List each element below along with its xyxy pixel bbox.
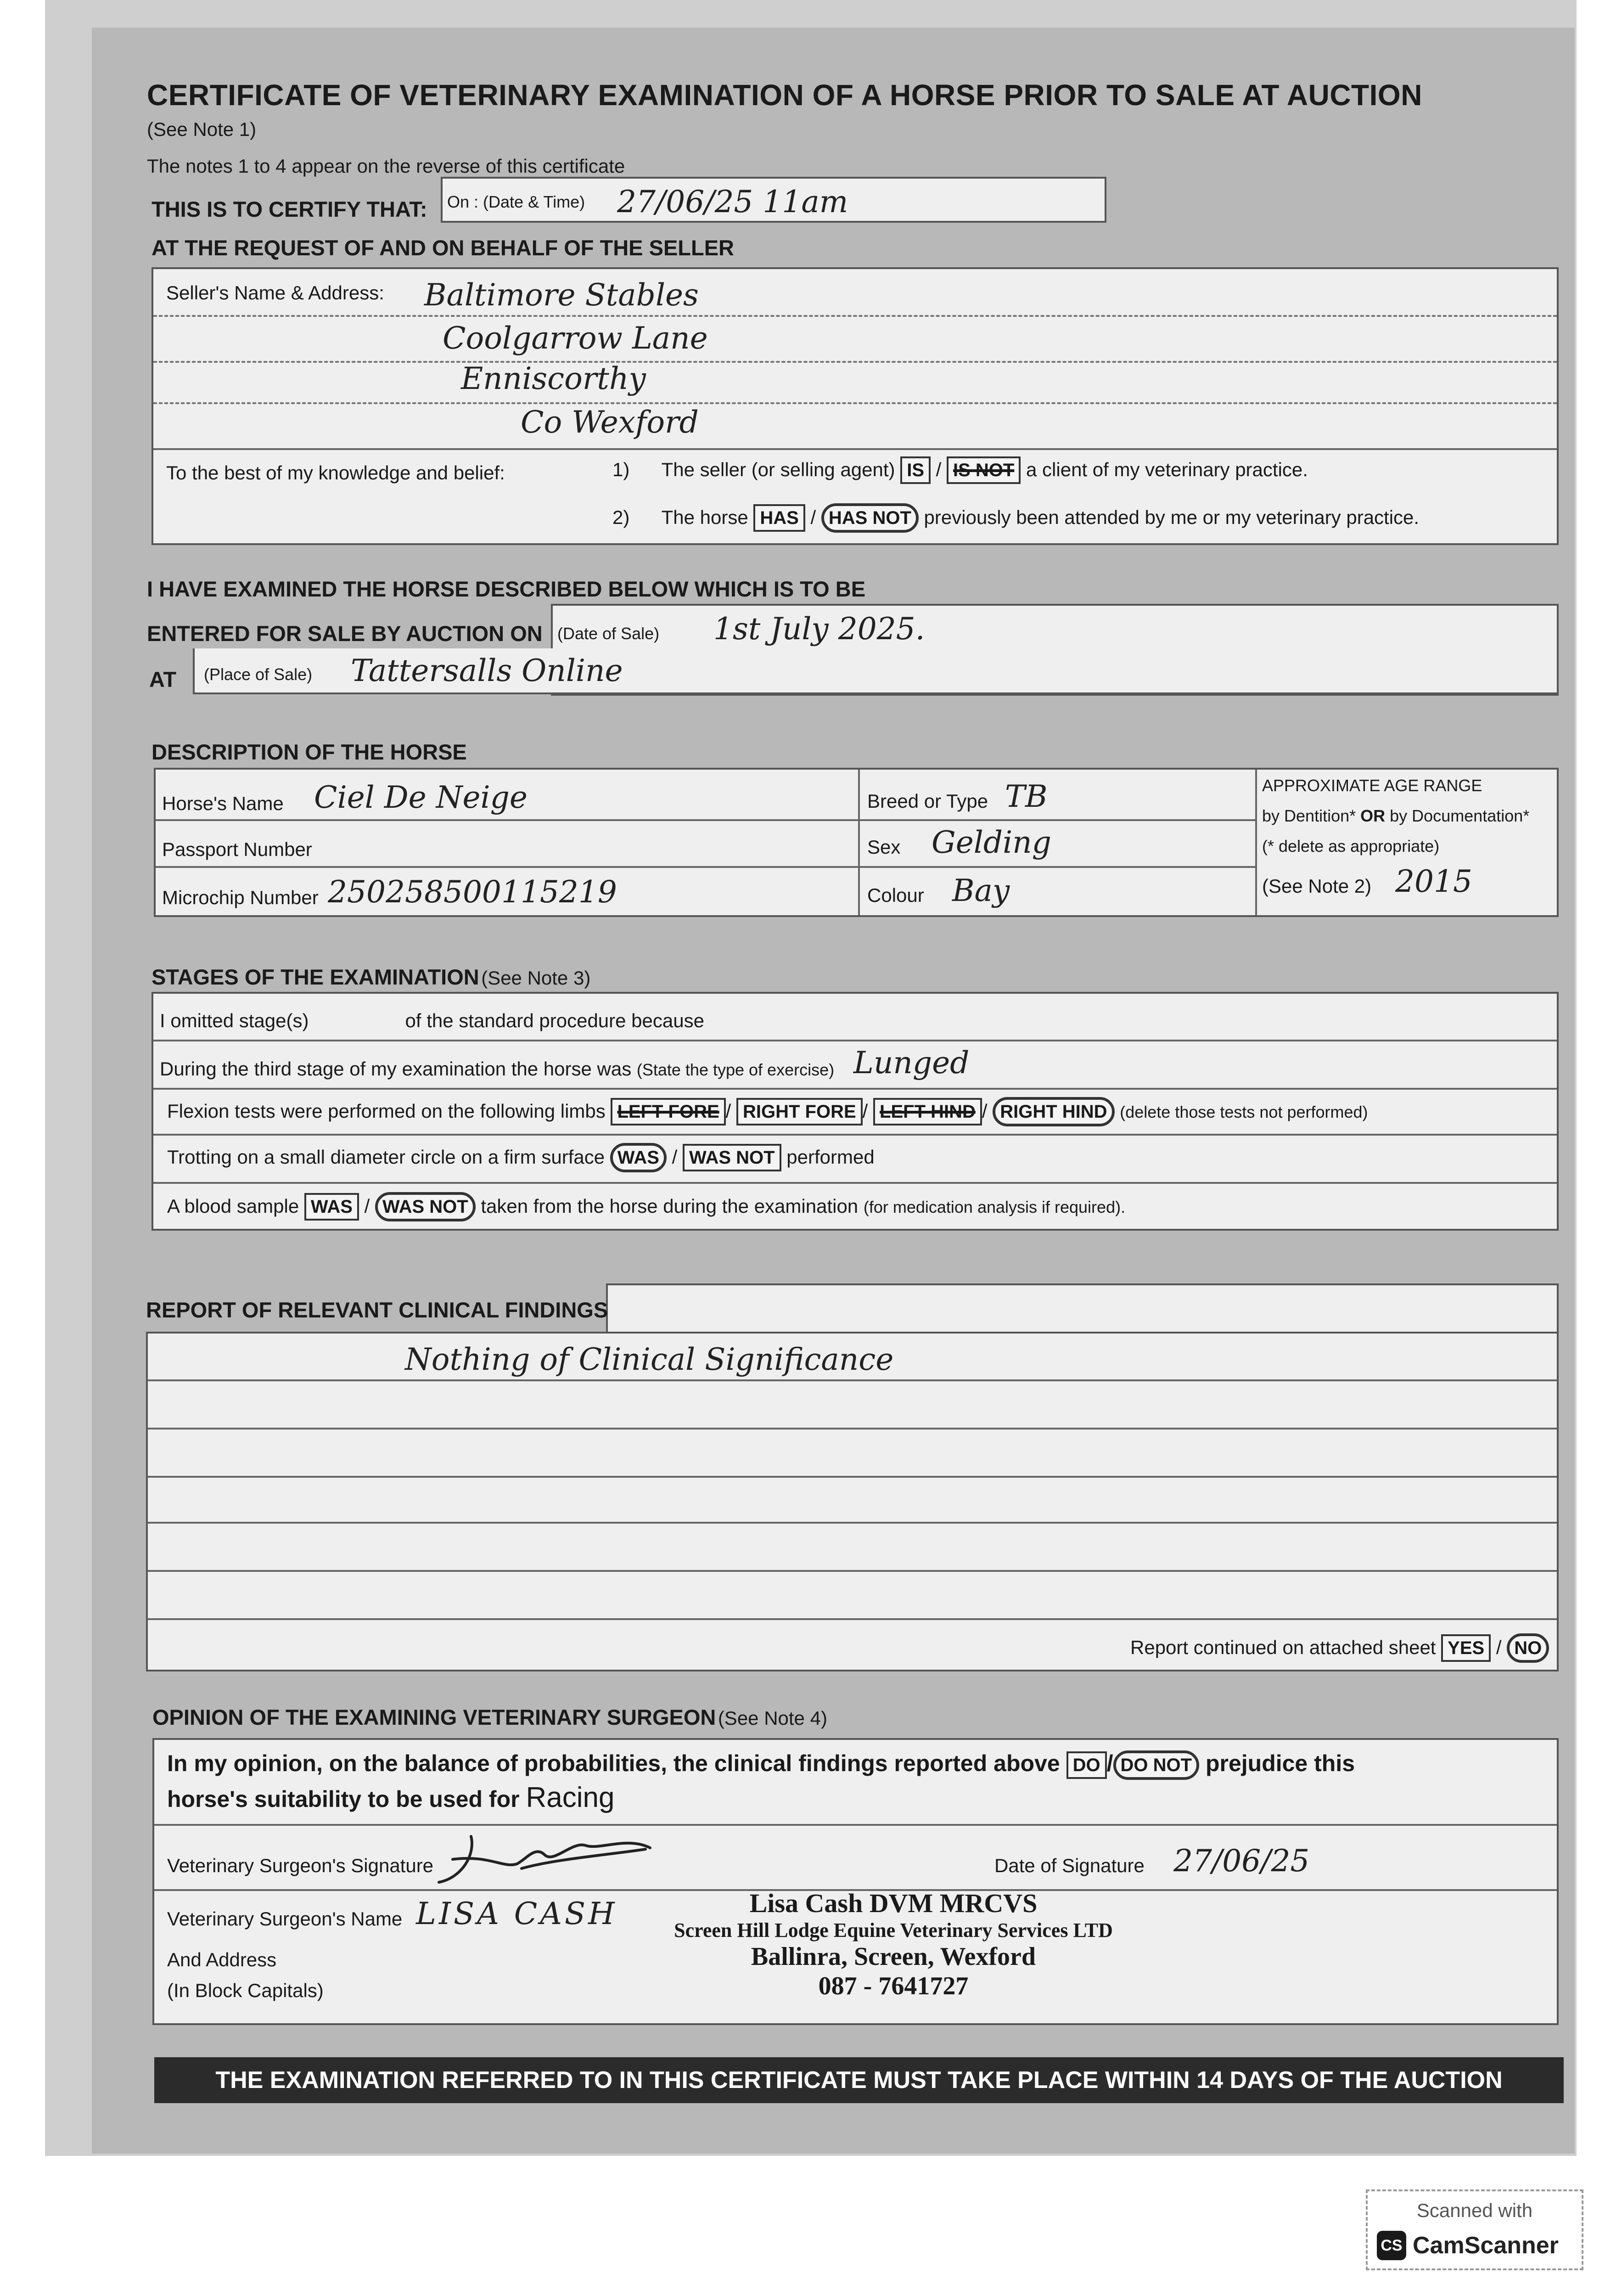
stages-table [152,992,1559,1231]
continued-yes[interactable]: YES [1441,1634,1491,1662]
signature-mark[interactable] [434,1827,664,1891]
microchip-value[interactable]: 250258500115219 [328,874,617,910]
place-of-sale-label: (Place of Sale) [204,665,313,684]
page-title: CERTIFICATE OF VETERINARY EXAMINATION OF A HORSE PRIOR TO SALE AT AUCTION [147,79,1422,112]
description-table [154,768,1559,917]
omitted-stages-row: I omitted stage(s) of the standard procedure because [160,1010,704,1031]
seller-name-address-label: Seller's Name & Address: [166,282,384,304]
trot-was[interactable]: WAS [610,1143,667,1172]
seller-address-line-2[interactable]: Coolgarrow Lane [443,321,708,356]
trot-was-not[interactable]: WAS NOT [683,1144,781,1171]
camscanner-watermark [1366,2189,1583,2270]
certify-label: THIS IS TO CERTIFY THAT: [152,197,427,221]
opinion-heading: OPINION OF THE EXAMINING VETERINARY SURGEON (See Note 4) [152,1705,827,1729]
date-of-sale-value[interactable]: 1st July 2025. [713,611,925,647]
microchip-label: Microchip Number [162,887,319,908]
option-has-not[interactable]: HAS NOT [821,503,919,533]
report-header-box [606,1283,1559,1334]
footer-banner: THE EXAMINATION REFERRED TO IN THIS CERTIFICATE MUST TAKE PLACE WITHIN 14 DAYS OF THE AUCTION [154,2057,1564,2103]
blood-was-not[interactable]: WAS NOT [375,1192,476,1221]
continued-no[interactable]: NO [1507,1633,1549,1663]
practice-stamp: Lisa Cash DVM MRCVS Screen Hill Lodge Equine Veterinary Services LTD Ballinra, Screen, Wexford 087 - 7641727 [674,1888,1113,2000]
date-time-value: 27/06/25 11am [617,184,848,219]
opinion-statement: In my opinion, on the balance of probabilities, the clinical findings reported above DO / DO NOT prejudice this [167,1750,1355,1780]
sale-heading-2: ENTERED FOR SALE BY AUCTION ON [147,621,543,646]
third-stage-row: During the third stage of my examination the horse was (State the type of exercise) [160,1058,835,1080]
seller-client-statement: 1) The seller (or selling agent) IS / IS NOT a client of my veterinary practice. [612,456,1308,484]
age-range-heading: APPROXIMATE AGE RANGE [1262,776,1482,795]
at-label: AT [149,667,177,692]
date-time-label: On : (Date & Time) [447,192,585,211]
opinion-use-line: horse's suitability to be used for Racing [167,1782,615,1813]
horse-name-value[interactable]: Ciel De Neige [314,780,528,815]
report-lines[interactable] [146,1332,1559,1671]
surgeon-name-label: Veterinary Surgeon's Name [167,1908,403,1930]
report-heading: REPORT OF RELEVANT CLINICAL FINDINGS [146,1298,608,1322]
option-is[interactable]: IS [900,456,931,484]
trot-row: Trotting on a small diameter circle on a firm surface WAS / WAS NOT performed [167,1143,875,1172]
third-stage-value[interactable]: Lunged [853,1045,970,1080]
description-heading: DESCRIPTION OF THE HORSE [152,740,467,764]
flexion-row: Flexion tests were performed on the following limbs LEFT FORE / RIGHT FORE / LEFT HIND / RIGHT HIND (delete those tests not performed) [167,1097,1368,1126]
flexion-left-hind[interactable]: LEFT HIND [873,1098,982,1125]
request-heading: AT THE REQUEST OF AND ON BEHALF OF THE SELLER [152,236,734,260]
camscanner-logo-icon: CS [1377,2231,1406,2260]
clinical-finding: Nothing of Clinical Significance [405,1342,894,1377]
place-of-sale-value: Tattersalls Online [351,653,623,688]
knowledge-label: To the best of my knowledge and belief: [166,462,505,484]
colour-label: Colour [867,884,924,906]
flexion-right-hind[interactable]: RIGHT HIND [993,1097,1114,1126]
intended-use-value[interactable]: Racing [526,1782,615,1813]
colour-value[interactable]: Bay [952,873,1010,908]
notes-line: The notes 1 to 4 appear on the reverse of this certificate [147,155,625,177]
camscanner-brand: CamScanner [1413,2232,1559,2259]
date-time-field[interactable] [441,177,1106,223]
opinion-box [152,1738,1559,2025]
camscanner-caption: Scanned with [1416,2200,1533,2221]
blood-was[interactable]: WAS [304,1193,359,1221]
seller-address-line-1[interactable]: Baltimore Stables [424,277,699,313]
surgeon-name-value[interactable]: LISA CASH [416,1896,617,1931]
blood-sample-row: A blood sample WAS / WAS NOT taken from the horse during the examination (for medication analysis if required). [167,1192,1125,1221]
age-range-note: (* delete as appropriate) [1262,837,1440,855]
see-note-1: (See Note 1) [147,118,257,140]
date-of-signature-label: Date of Signature [994,1855,1145,1876]
signature-label: Veterinary Surgeon's Signature [167,1855,434,1876]
seller-section [152,267,1559,545]
horse-name-label: Horse's Name [162,793,284,814]
age-value[interactable]: 2015 [1395,864,1472,899]
horse-attended-statement: 2) The horse HAS / HAS NOT previously been attended by me or my veterinary practice. [612,503,1419,533]
flexion-left-fore[interactable]: LEFT FORE [611,1098,725,1125]
age-range-method: by Dentition* OR by Documentation* [1262,806,1530,825]
report-continued-row: Report continued on attached sheet YES / NO [1130,1633,1549,1663]
sex-label: Sex [867,836,901,858]
passport-label: Passport Number [162,838,312,860]
sex-value[interactable]: Gelding [932,825,1052,860]
option-is-not[interactable]: IS NOT [947,456,1021,484]
seller-address-line-4[interactable]: Co Wexford [521,405,699,440]
see-note-2: (See Note 2) [1262,875,1372,897]
stages-heading: STAGES OF THE EXAMINATION (See Note 3) [152,965,591,989]
date-of-sale-label: (Date of Sale) [557,624,660,643]
breed-value[interactable]: TB [1005,779,1048,814]
address-label: And Address [167,1949,277,1970]
option-has[interactable]: HAS [753,504,805,532]
block-capitals-label: (In Block Capitals) [167,1980,324,2001]
opinion-do[interactable]: DO [1066,1751,1107,1779]
flexion-right-fore[interactable]: RIGHT FORE [736,1098,863,1125]
place-of-sale-field[interactable] [193,648,1559,694]
opinion-do-not[interactable]: DO NOT [1113,1750,1200,1780]
sale-heading-1: I HAVE EXAMINED THE HORSE DESCRIBED BELOW WHICH IS TO BE [147,577,866,601]
date-of-signature-value[interactable]: 27/06/25 [1173,1843,1310,1879]
seller-address-line-3[interactable]: Enniscorthy [461,361,646,396]
breed-label: Breed or Type [867,790,988,812]
